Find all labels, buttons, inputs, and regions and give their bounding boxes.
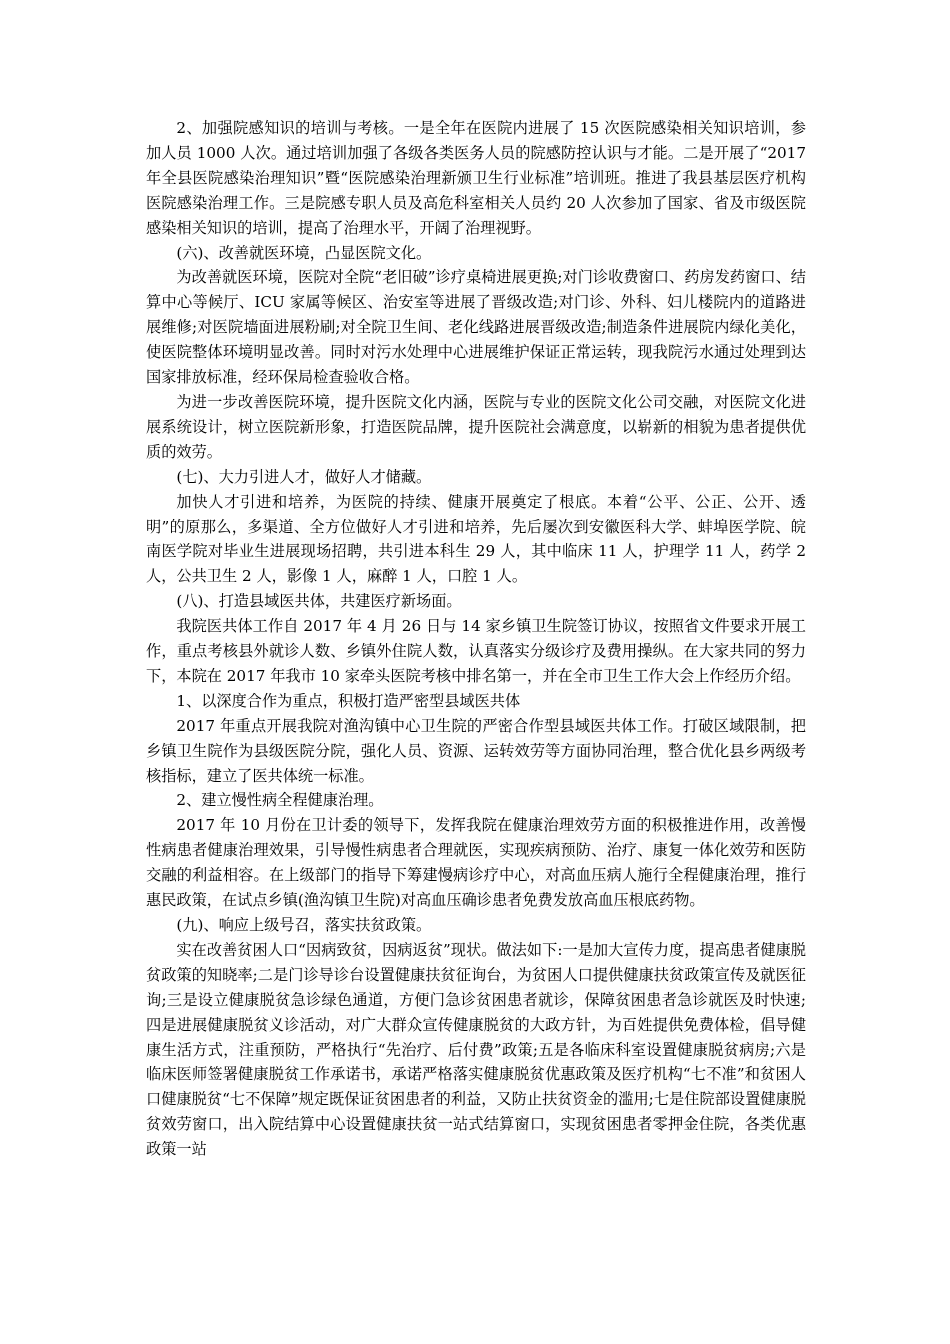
paragraph-chronic-disease: 2017 年 10 月份在卫计委的领导下，发挥我院在健康治理效劳方面的积极推进作用，改善慢性病患者健康治理效果，引导慢性病患者合理就医，实现疾病预防、治疗、康复一体化效劳和医防交融的利益相容。在上级部门的指导下筹建慢病诊疗中心，对高血压病人施行全程健康治理，推行惠民政策，在试点乡镇(渔沟镇卫生院)对高血压确诊患者免费发放高血压根底药物。 (146, 816, 806, 910)
section-heading-medical-alliance: (八)、打造县域医共体，共建医疗新场面。 (176, 592, 462, 611)
paragraph-environment-improvement: 为改善就医环境，医院对全院“老旧破”诊疗桌椅进展更换;对门诊收费窗口、药房发药窗口、结算中心等候厅、ICU 家属等候区、治安室等进展了晋级改造;对门诊、外科、妇儿楼院内的道路进展维修;对医院墙面进展粉刷;对全院卫生间、老化线路进展晋级改造;制造条件进展院内绿化美化，使医院整体环境明显改善。同时对污水处理中心进展维护保证正常运转，现我院污水通过处理到达国家排放标准，经环保局检查验收合格。 (146, 268, 806, 387)
section-heading-poverty: (九)、响应上级号召，落实扶贫政策。 (176, 916, 432, 934)
paragraph-medical-alliance: 我院医共体工作自 2017 年 4 月 26 日与 14 家乡镇卫生院签订协议，按照省文件要求开展工作，重点考核县外就诊人数、乡镇外住院人数，认真落实分级诊疗及费用操纵。在大家共同的努力下，本院在 2017 年我市 10 家牵头医院考核中排名第一，并在全市卫生工作大会上作经历介绍。 (146, 617, 806, 685)
section-heading-environment: (六)、改善就医环境，凸显医院文化。 (176, 243, 432, 262)
paragraph-deep-cooperation: 2017 年重点开展我院对渔沟镇中心卫生院的严密合作型县域医共体工作。打破区域限制，把乡镇卫生院作为县级医院分院，强化人员、资源、运转效劳等方面协同治理，整合优化县乡两级考核指标，建立了医共体统一标准。 (146, 716, 806, 785)
section-heading-talent: (七)、大力引进人才，做好人才储藏。 (176, 467, 432, 486)
subheading-chronic-disease: 2、建立慢性病全程健康治理。 (176, 791, 384, 810)
paragraph-talent-recruitment: 加快人才引进和培养，为医院的持续、健康开展奠定了根底。本着“公平、公正、公开、透明”的原那么，多渠道、全方位做好人才引进和培养，先后屡次到安徽医科大学、蚌埠医学院、皖南医学院对毕业生进展现场招聘，共引进本科生 29 人，其中临床 11 人，护理学 11 人，药学 2 人，公共卫生 2 人，影像 1 人，麻醉 1 人，口腔 1 人。 (146, 492, 806, 586)
paragraph-hospital-culture: 为进一步改善医院环境，提升医院文化内涵，医院与专业的医院文化公司交融，对医院文化进展系统设计，树立医院新形象，打造医院品牌，提升医院社会满意度，以崭新的相貌为患者提供优质的效劳。 (146, 392, 806, 461)
document-page (146, 116, 806, 1162)
subheading-deep-cooperation: 1、以深度合作为重点，积极打造严密型县域医共体 (176, 691, 521, 710)
paragraph-infection-training: 2、加强院感知识的培训与考核。一是全年在医院内进展了 15 次医院感染相关知识培训，参加人员 1000 人次。通过培训加强了各级各类医务人员的院感防控认识与才能。二是开展了“2017 年全县医院感染治理知识”暨“医院感染治理新颁卫生行业标准”培训班。推进了我县基层医疗机构医院感染治理工作。三是院感专职人员及高危科室相关人员约 20 人次参加了国家、省及市级医院感染相关知识的培训，提高了治理水平，开阔了治理视野。 (146, 119, 806, 237)
paragraph-poverty-policy: 实在改善贫困人口“因病致贫，因病返贫”现状。做法如下:一是加大宣传力度，提高患者健康脱贫政策的知晓率;二是门诊导诊台设置健康扶贫征询台，为贫困人口提供健康扶贫政策宣传及就医征询;三是设立健康脱贫急诊绿色通道，方便门急诊贫困患者就诊，保障贫困患者急诊就医及时快速;四是进展健康脱贫义诊活动，对广大群众宣传健康脱贫的大政方针，为百姓提供免费体检，倡导健康生活方式，注重预防，严格执行“先治疗、后付费”政策;五是各临床科室设置健康脱贫病房;六是临床医师签署健康脱贫工作承诺书，承诺严格落实健康脱贫优惠政策及医疗机构“七不准”和贫困人口健康脱贫“七不保障”规定既保证贫困患者的利益，又防止扶贫资金的滥用;七是住院部设置健康脱贫效劳窗口，出入院结算中心设置健康扶贫一站式结算窗口，实现贫困患者零押金住院，各类优惠政策一站 (146, 940, 806, 1159)
